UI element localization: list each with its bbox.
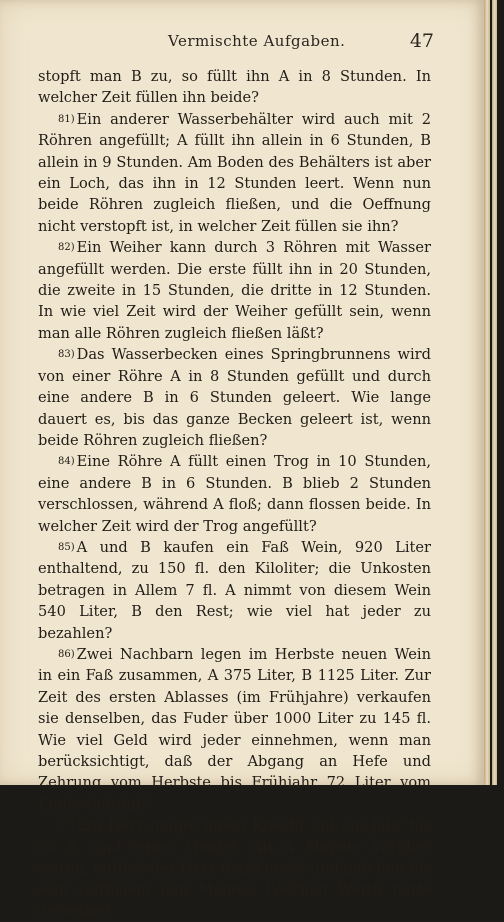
exercise-number: 81) [58,113,75,125]
exercise-84 [38,451,431,537]
exercise-text: A und B kaufen ein Faß Wein, 920 Liter enthaltend, zu 150 fl. den Kiloliter; die Unkosten betragen in Allem 7 fl. A nimmt von diesem Wein 540 Liter, B den Rest; wie viel hat jeder zu bezahlen? [38,538,431,642]
exercise-text: Ein anderer Wasserbehälter wird auch mit 2 Röhren angefüllt; A füllt ihn allein in 6 Stunden, B allein in 9 Stunden. Am Boden des Behälters ist aber ein Loch, das ihn in 12 Stunden leert. Wenn nun beide Röhren zugleich fließen, und die Oeffnung nicht verstopft ist, in welcher Zeit füllen sie ihn? [38,110,431,235]
page-number: 47 [409,30,434,52]
exercise-number: 84) [58,456,75,468]
exercise-81 [38,109,431,237]
page-header [44,30,434,56]
exercise-number: 86) [58,648,75,660]
exercise-number: 87) [58,820,75,832]
exercise-85 [38,537,431,644]
exercise-text: Zwei Nachbarn legen im Herbste neuen Wein in ein Faß zusammen, A 375 Liter, B 1125 Liter. Zur Zeit des ersten Ablasses (im Frühjahre) verkaufen sie denselben, das Fuder über 1000 Liter zu 145 fl. Wie viel Geld wird jeder einnehmen, wenn man berücksichtigt, daß der Abgang an Hefe und Zehrung vom Herbste bis Frühjahr 72 Liter vom Fuder beträgt? [38,645,431,813]
exercise-text: Eine Röhre A füllt einen Trog in 10 Stunden, eine andere B in 6 Stunden. B blieb 2 Stunden verschlossen, während A floß; dann flossen beide. In welcher Zeit wird der Trog angefüllt? [38,453,431,535]
exercise-text: Das Wasserbecken eines Springbrunnens wird von einer Röhre A in 8 Stunden gefüllt und durch eine andere B in 6 Stunden geleert. Wie lange dauert es, bis das ganze Becken geleert ist, wenn beide Röhren zugleich fließen? [38,346,431,449]
running-head: Vermischte Aufgaben. [168,32,346,50]
exercise-number: 83) [58,349,75,361]
page-edge [484,0,490,785]
body-text [38,66,431,922]
exercise-82 [38,237,431,344]
exercise-86 [38,644,431,815]
exercise-text: Ein Herr dingte einen Knecht auf ein Jahr für 56 fl. und einen Mantel. Als 4 Monate vorüber waren, entließ der Herr den Knecht und gab ihm für sein Guthaben den Mantel. Welchen Werth hatte derselbe? [38,817,431,920]
exercise-number: 82) [58,242,75,254]
exercise-83 [38,344,431,451]
continuation-paragraph: stopft man B zu, so füllt ihn A in 8 Stunden. In welcher Zeit füllen ihn beide? [38,68,431,107]
exercise-87 [38,815,431,922]
exercise-number: 85) [58,541,75,553]
page-edge [492,0,497,785]
exercise-text: Ein Weiher kann durch 3 Röhren mit Wasser angefüllt werden. Die erste füllt ihn in 20 Stunden, die zweite in 15 Stunden, die dritte in 12 Stunden. In wie viel Zeit wird der Weiher gefüllt sein, wenn man alle Röhren zugleich fließen läßt? [38,239,431,342]
